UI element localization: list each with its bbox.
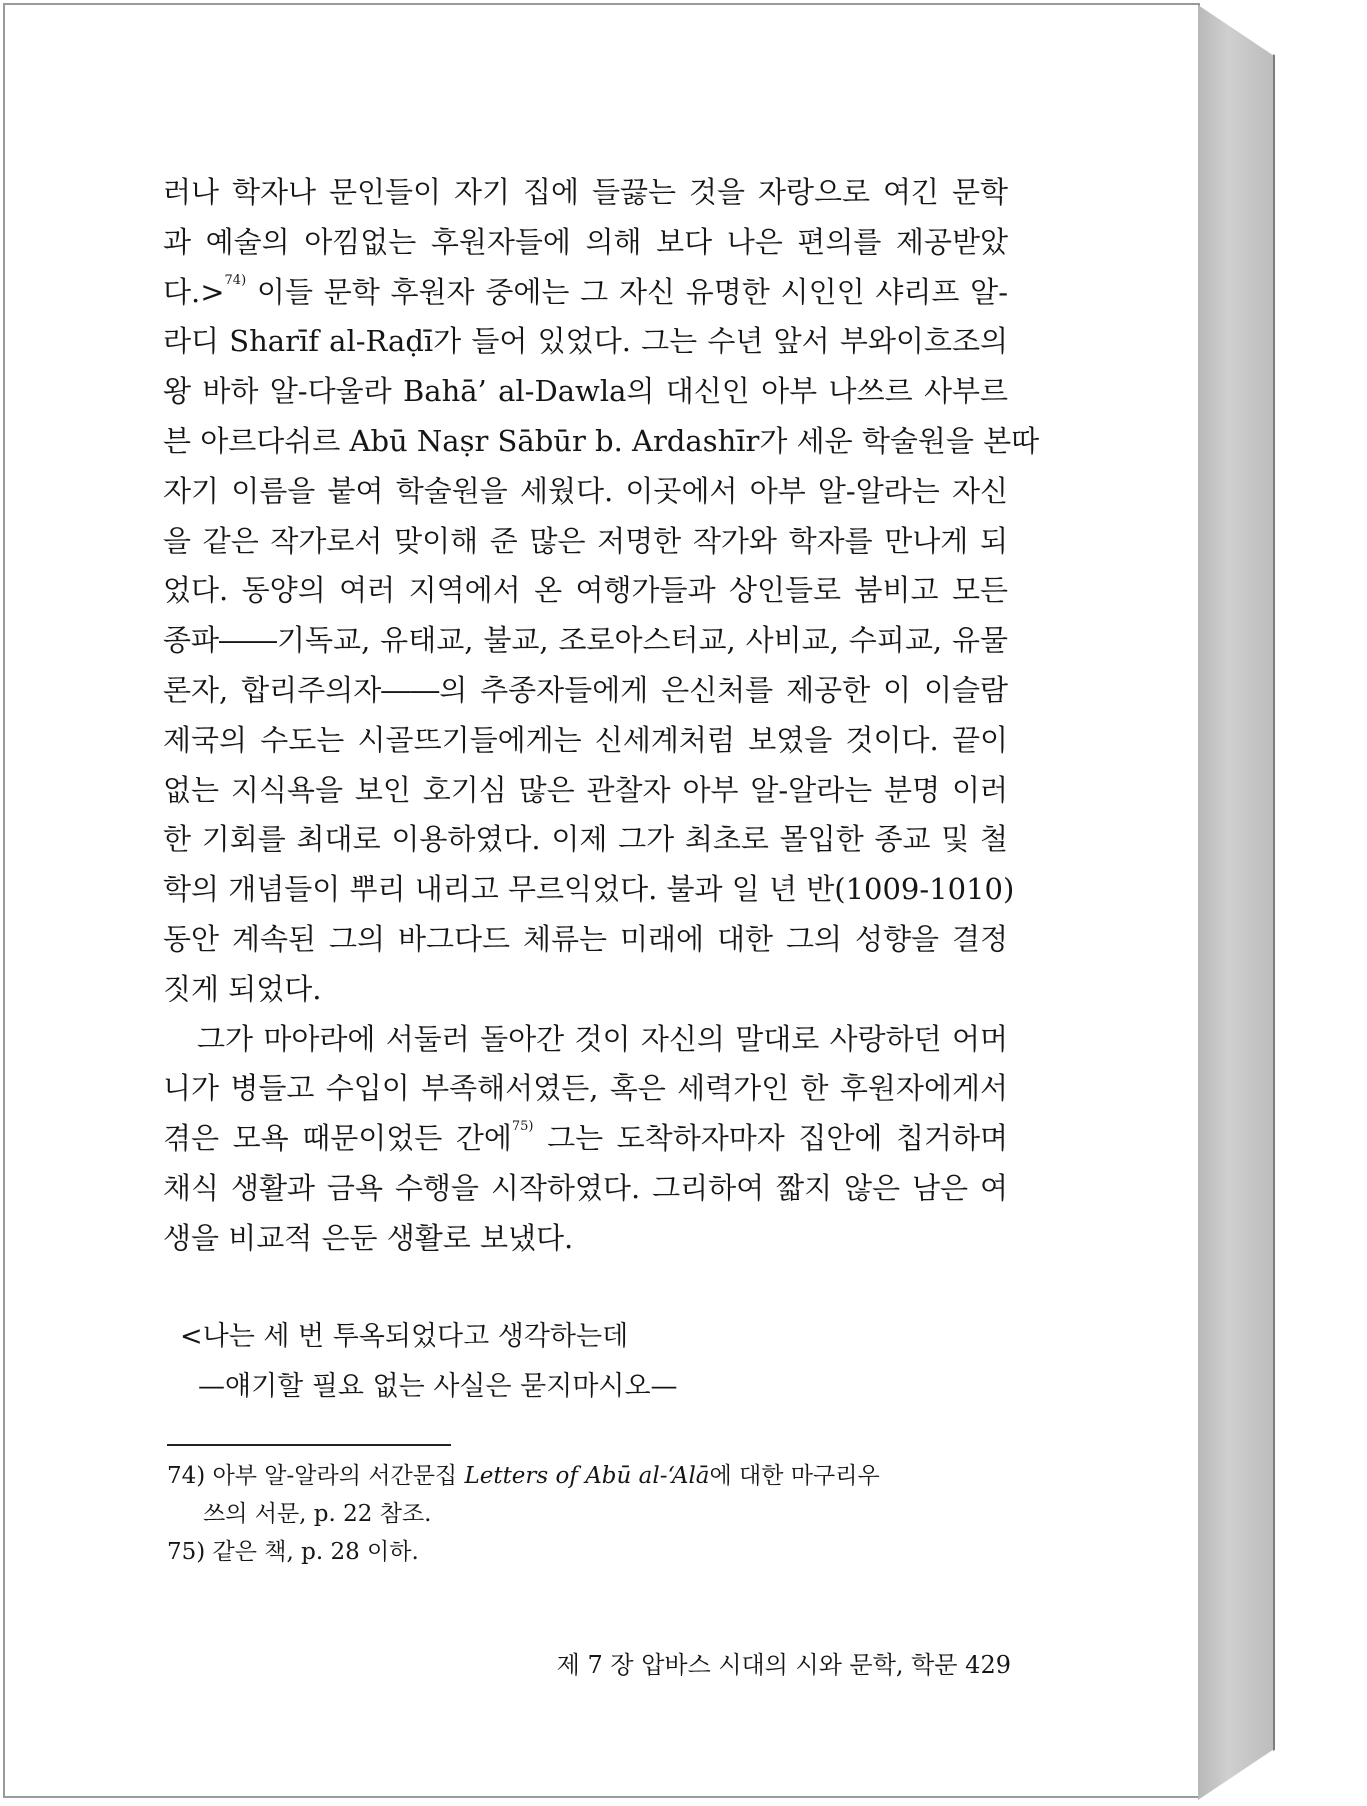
book-page-edge	[1198, 5, 1273, 1800]
text-line: 을 같은 작가로서 맞이해 준 많은 저명한 작가와 학자를 만나게 되	[163, 523, 1008, 558]
text-line: 니가 병들고 수입이 부족해서였든, 혹은 세력가인 한 후원자에게서	[163, 1071, 1008, 1106]
text-line: 짓게 되었다.	[163, 971, 322, 1006]
text-segment: 이들 문학 후원자 중에는 그 자신 유명한 시인인 샤리프 알-	[246, 274, 1008, 309]
text-line: 없는 지식욕을 보인 호기심 많은 관찰자 아부 알-알라는 분명 이러	[163, 772, 1008, 807]
text-segment: 다.>	[163, 274, 225, 309]
page-footer: 제 7 장 압바스 시대의 시와 문학, 학문 429	[556, 1651, 1011, 1679]
text-line: 븐 아르다쉬르 Abū Naṣr Sābūr b. Ardashīr가 세운 학술원을 본따	[163, 423, 1040, 458]
text-line	[163, 1114, 1008, 1164]
footnote-book-title: Letters of Abū al-‘Alā	[464, 1463, 710, 1489]
footnote-text: 에 대한 마구리우	[709, 1463, 880, 1489]
footnote-75: 75) 같은 책, p. 28 이하.	[167, 1539, 419, 1565]
footnote-text: 74) 아부 알-알라의 서간문집	[167, 1463, 465, 1489]
poem-line: <나는 세 번 투옥되었다고 생각하는데	[180, 1321, 629, 1352]
footnote-text: 쓰의 서문, p. 22 참조.	[203, 1501, 432, 1527]
text-line: 자기 이름을 붙여 학술원을 세웠다. 이곳에서 아부 알-알라는 자신	[163, 473, 1008, 508]
text-line: 동안 계속된 그의 바그다드 체류는 미래에 대한 그의 성향을 결정	[163, 921, 1008, 956]
footnote-divider	[167, 1444, 451, 1446]
footnotes	[167, 1457, 1012, 1571]
footnote-ref-75: 75)	[511, 1119, 534, 1135]
text-line: 생을 비교적 은둔 생활로 보냈다.	[163, 1220, 574, 1255]
text-line: 채식 생활과 금욕 수행을 시작하였다. 그리하여 짧지 않은 남은 여	[163, 1170, 1008, 1205]
footnote-ref-74: 74)	[224, 272, 247, 288]
text-line: 었다. 동양의 여러 지역에서 온 여행가들과 상인들로 붐비고 모든	[163, 573, 1008, 608]
text-line: 학의 개념들이 뿌리 내리고 무르익었다. 불과 일 년 반(1009-1010)	[163, 872, 1015, 907]
text-line: 왕 바하 알-다울라 Bahā’ al-Dawla의 대신인 아부 나쓰르 사부르	[163, 374, 1008, 409]
text-line: 라디 Sharīf al-Raḍī가 들어 있었다. 그는 수년 앞서 부와이흐조의	[163, 324, 1008, 359]
text-line	[163, 268, 1008, 318]
body-text	[163, 168, 1040, 1264]
text-line: 과 예술의 아낌없는 후원자들에 의해 보다 나은 편의를 제공받았	[163, 224, 1008, 259]
footnote-74-continued	[167, 1495, 1012, 1533]
footnote-74	[167, 1457, 1012, 1495]
text-line: 론자, 합리주의자――의 추종자들에게 은신처를 제공한 이 이슬람	[163, 672, 1008, 707]
poem-quote	[180, 1312, 678, 1412]
text-line: 러나 학자나 문인들이 자기 집에 들끓는 것을 자랑으로 여긴 문학	[163, 175, 1008, 209]
text-line: 한 기회를 최대로 이용하였다. 이제 그가 최초로 몰입한 종교 및 철	[163, 822, 1008, 857]
text-line: 제국의 수도는 시골뜨기들에게는 신세계처럼 보였을 것이다. 끝이	[163, 722, 1008, 757]
text-line: 종파――기독교, 유태교, 불교, 조로아스터교, 사비교, 수피교, 유물	[163, 623, 1008, 658]
poem-line: —얘기할 필요 없는 사실은 묻지마시오—	[198, 1371, 678, 1402]
text-segment: 그는 도착하자마자 집안에 칩거하며	[533, 1121, 1008, 1156]
text-segment: 겪은 모욕 때문이었든 간에	[163, 1121, 512, 1156]
text-line: 그가 마아라에 서둘러 돌아간 것이 자신의 말대로 사랑하던 어머	[197, 1021, 1008, 1056]
